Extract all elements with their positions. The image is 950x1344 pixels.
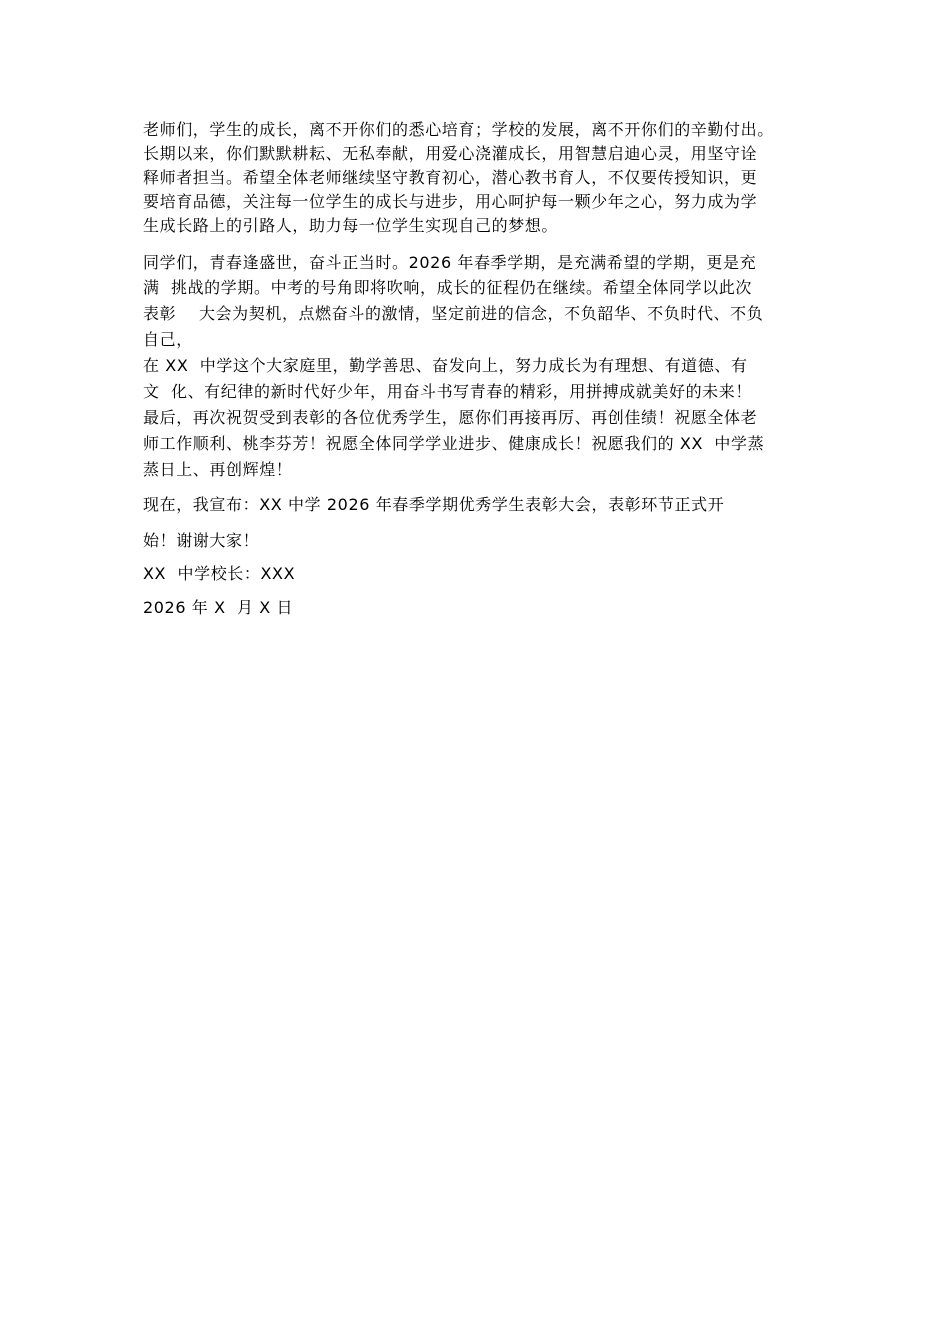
paragraph-teachers-line-2: 长期以来，你们默默耕耘、无私奉献，用爱心浇灌成长，用智慧启迪心灵，用坚守诠 xyxy=(143,144,758,163)
signature: XX 中学校长：XXX xyxy=(143,564,296,583)
paragraph-students-line-9: 蒸日上、再创辉煌！ xyxy=(143,460,293,479)
paragraph-students-line-6: 文 化、有纪律的新时代好少年，用奋斗书写青春的精彩，用拼搏成就美好的未来！ xyxy=(143,382,752,401)
paragraph-students-line-4: 自己， xyxy=(143,330,193,349)
paragraph-teachers-line-5: 生成长路上的引路人，助力每一位学生实现自己的梦想。 xyxy=(143,216,559,235)
date: 2026 年 X 月 X 日 xyxy=(143,598,294,617)
paragraph-students-line-5: 在 XX 中学这个大家庭里，勤学善思、奋发向上，努力成长为有理想、有道德、有 xyxy=(143,356,748,375)
paragraph-students-line-2: 满 挑战的学期。中考的号角即将吹响，成长的征程仍在继续。希望全体同学以此次 xyxy=(143,278,752,297)
paragraph-teachers-line-3: 释师者担当。希望全体老师继续坚守教育初心，潜心教书育人，不仅要传授知识，更 xyxy=(143,168,758,187)
announcement-line-1: 现在，我宣布：XX 中学 2026 年春季学期优秀学生表彰大会，表彰环节正式开 xyxy=(143,495,725,514)
paragraph-students-line-7: 最后，再次祝贺受到表彰的各位优秀学生，愿你们再接再厉、再创佳绩！祝愿全体老 xyxy=(143,408,758,427)
paragraph-students-line-3: 表彰 大会为契机，点燃奋斗的激情，坚定前进的信念，不负韶华、不负时代、不负 xyxy=(143,304,764,323)
paragraph-teachers-line-1: 老师们，学生的成长，离不开你们的悉心培育；学校的发展，离不开你们的辛勤付出。 xyxy=(143,120,774,139)
paragraph-teachers-line-4: 要培育品德，关注每一位学生的成长与进步，用心呵护每一颗少年之心，努力成为学 xyxy=(143,192,758,211)
paragraph-students-line-1: 同学们，青春逢盛世，奋斗正当时。2026 年春季学期，是充满希望的学期，更是充 xyxy=(143,253,757,272)
paragraph-students-line-8: 师工作顺利、桃李芬芳！祝愿全体同学学业进步、健康成长！祝愿我们的 XX 中学蒸 xyxy=(143,434,765,453)
announcement-line-2: 始！谢谢大家！ xyxy=(143,531,260,550)
